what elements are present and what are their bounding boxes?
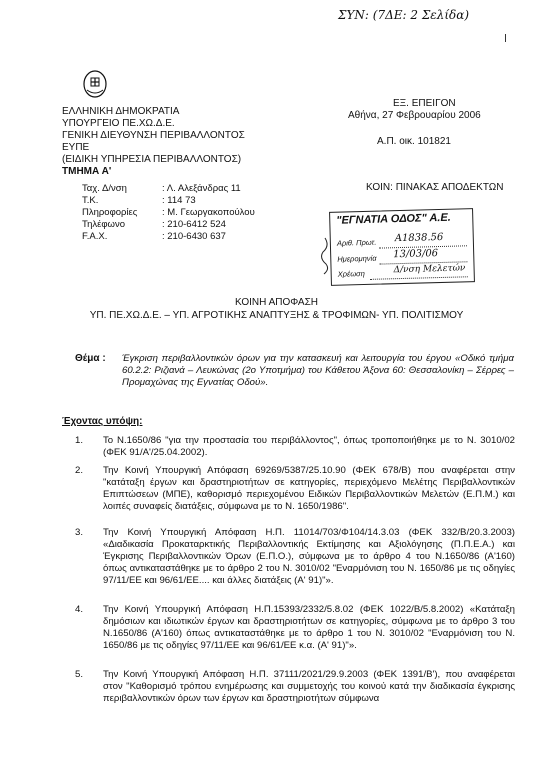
contact-label-fax: F.A.X.	[82, 231, 108, 242]
considering-heading: Έχοντας υπόψη:	[62, 416, 143, 427]
stamp-title: "ΕΓΝΑΤΙΑ ΟΔΟΣ" Α.Ε.	[336, 211, 451, 227]
receipt-stamp	[329, 208, 475, 286]
contact-value-phone: : 210-6412 524	[162, 219, 226, 230]
stamp-prot-value: Α1838.56	[394, 231, 444, 245]
department: ΤΜΗΜΑ Α'	[62, 166, 112, 177]
decision-subtitle: ΥΠ. ΠΕ.ΧΩ.Δ.Ε. – ΥΠ. ΑΓΡΟΤΙΚΗΣ ΑΝΑΠΤΥΞΗΣ & ΤΡΟΦΙΜΩΝ- ΥΠ. ΠΟΛΙΤΙΣΜΟΥ	[89, 310, 464, 321]
decision-title: ΚΟΙΝΗ ΑΠΟΦΑΣΗ	[234, 297, 319, 308]
recipients-note: ΚΟΙΝ: ΠΙΝΑΚΑΣ ΑΠΟΔΕΚΤΩΝ	[366, 182, 504, 193]
item-text-1: Το Ν.1650/86 "για την προστασία του περιβάλλοντος", όπως τροποποιήθηκε με το Ν. 3010/02 (ΦΕΚ 91/Α'/25.04.2002).	[103, 435, 515, 458]
greek-emblem	[82, 70, 108, 98]
document-date: Αθήνα, 27 Φεβρουαρίου 2006	[348, 110, 481, 121]
contact-value-fax: : 210-6430 637	[162, 231, 226, 242]
urgency-label: ΕΞ. ΕΠΕΙΓΟΝ	[393, 98, 456, 109]
header-line-3: ΓΕΝΙΚΗ ΔΙΕΥΘΥΝΣΗ ΠΕΡΙΒΑΛΛΟΝΤΟΣ	[62, 130, 245, 141]
stamp-date-label: Ημερομηνία	[337, 253, 377, 264]
stamp-charge-label: Χρέωση	[337, 268, 365, 279]
corner-mark	[505, 34, 506, 42]
stamp-date-value: 13/03/06	[393, 248, 439, 261]
subject-label: Θέμα :	[75, 353, 106, 364]
handwritten-note: ΣΥΝ: (7ΔΕ: 2 Σελίδα)	[338, 8, 470, 22]
header-line-5: (ΕΙΔΙΚΗ ΥΠΗΡΕΣΙΑ ΠΕΡΙΒΑΛΛΟΝΤΟΣ)	[62, 154, 242, 165]
item-number-2: 2.	[75, 465, 84, 476]
header-line-2: ΥΠΟΥΡΓΕΙΟ ΠΕ.ΧΩ.Δ.Ε.	[62, 118, 175, 129]
item-number-1: 1.	[75, 435, 84, 446]
item-text-3: Την Κοινή Υπουργική Απόφαση Η.Π. 11014/703/Φ104/14.3.03 (ΦΕΚ 332/Β/20.3.2003) «Διαδικασία Προκαταρκτικής Περιβαλλοντικής Εκτίμησης και Αξιολόγησης (Π.Π.Ε.Α.) και Έγκρισης Περιβαλλοντικών Όρων (Ε.Π.Ο.), σύμφωνα με το άρθρο 4 του Ν.1650/86 (Α'160) όπως αντικαταστάθηκε με το άρθρο 2 του Ν. 3010/02 "Εναρμόνιση του Ν. 1650/86 με τις οδηγίες 97/11/ΕΕ και 96/61/ΕΕ.... και άλλες διατάξεις (Α' 91)"».	[103, 527, 515, 586]
item-number-4: 4.	[75, 604, 84, 615]
contact-value-info: : Μ. Γεωργακοπούλου	[162, 207, 255, 218]
item-text-4: Την Κοινή Υπουργική Απόφαση Η.Π.15393/2332/5.8.02 (ΦΕΚ 1022/Β/5.8.2002) «Κατάταξη δημόσιων και ιδιωτικών έργων και δραστηριοτήτων σε κατηγορίες, σύμφωνα με το άρθρο 3 του Ν.1650/86 (Α'160) όπως αντικαταστάθηκε με το άρθρο 1 του Ν. 3010/02 "Εναρμόνιση του Ν. 1650/86 με τις οδηγίες 97/11/ΕΕ και 96/61/ΕΕ κ.α. (Α' 91)"».	[103, 604, 515, 651]
stamp-prot-label: Αριθ. Πρωτ.	[336, 237, 377, 248]
protocol-number: Α.Π. οικ. 101821	[377, 136, 451, 147]
contact-label-phone: Τηλέφωνο	[82, 219, 125, 230]
subject-text: Έγκριση περιβαλλοντικών όρων για την κατασκευή και λειτουργία του έργου «Οδικό τμήμα 60.2.2: Ριζιανά – Λευκώνας (2ο Υποτμήμα) του Κάθετου Άξονα 60: Θεσσαλονίκη – Σέρρες – Προμαχώνας της Εγνατίας Οδού».	[122, 353, 514, 388]
contact-label-info: Πληροφορίες	[82, 207, 138, 218]
header-line-4: ΕΥΠΕ	[62, 142, 90, 153]
item-text-2: Την Κοινή Υπουργική Απόφαση 69269/5387/25.10.90 (ΦΕΚ 678/Β) που αναφέρεται στην "κατάταξη έργων και δραστηριοτήτων σε κατηγορίες, περιεχόμενο Μελέτης Περιβαλλοντικών Επιπτώσεων (ΜΠΕ), καθορισμό περιεχομένου Ειδικών Περιβαλλοντικών Μελετών (Ε.Π.Μ.) και λοιπές συναφείς διατάξεις, σύμφωνα με το Ν. 1650/1986".	[103, 465, 515, 512]
item-number-3: 3.	[75, 527, 84, 538]
header-line-1: ΕΛΛΗΝΙΚΗ ΔΗΜΟΚΡΑΤΙΑ	[62, 106, 180, 117]
stamp-charge-value: Δ/νση Μελετών	[393, 263, 466, 276]
contact-label-postcode: Τ.Κ.	[82, 195, 99, 206]
contact-value-postcode: : 114 73	[162, 195, 196, 206]
item-number-5: 5.	[75, 669, 84, 680]
contact-label-address: Ταχ. Δ/νση	[82, 183, 127, 194]
contact-value-address: : Λ. Αλεξάνδρας 11	[162, 183, 241, 194]
item-text-5: Την Κοινή Υπουργική Απόφαση Η.Π. 37111/2021/29.9.2003 (ΦΕΚ 1391/Β'), που αναφέρεται στον "Καθορισμό τρόπου ενημέρωσης και συμμετοχής του κοινού κατά την διαδικασία έγκρισης περιβαλλοντικών όρων των έργων και δραστηριοτήτων σύμφωνα	[103, 669, 515, 704]
